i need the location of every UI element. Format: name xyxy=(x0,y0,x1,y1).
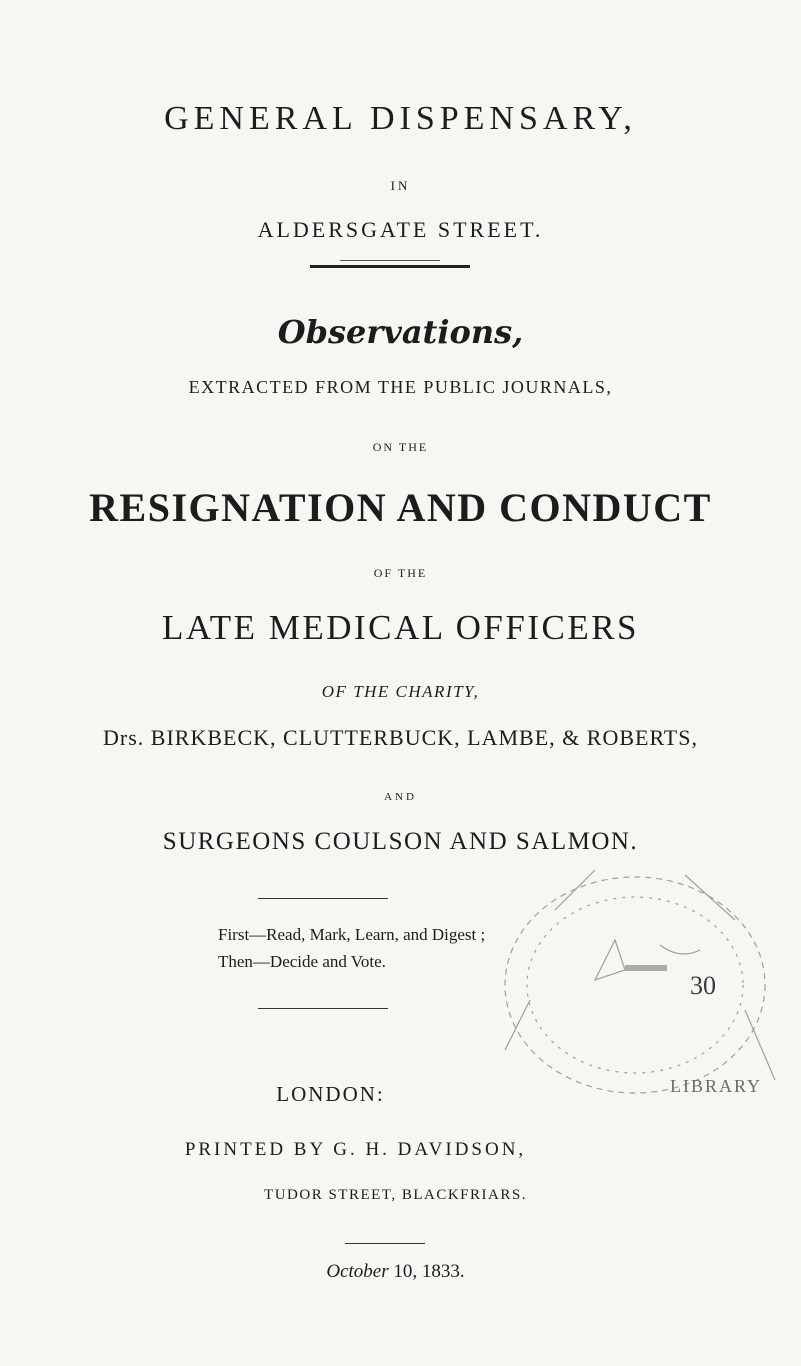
ornamental-rule xyxy=(310,265,470,268)
imprint-address: TUDOR STREET, BLACKFRIARS. xyxy=(264,1187,527,1203)
title-line-2: IN xyxy=(390,178,411,193)
motto-rule-top xyxy=(258,898,388,899)
subtitle-line-4: OF THE xyxy=(373,566,428,580)
date-month: October xyxy=(326,1261,389,1282)
subtitle-line-6: OF THE CHARITY, xyxy=(321,682,480,701)
imprint-city: LONDON: xyxy=(276,1082,385,1106)
library-stamp-icon xyxy=(445,850,785,1120)
motto-line-2: Then—Decide and Vote. xyxy=(218,952,386,971)
date-rest: 10, 1833. xyxy=(393,1261,465,1282)
motto-rule-bottom xyxy=(258,1008,388,1009)
and-line: AND xyxy=(384,791,417,803)
ornamental-rule-thin xyxy=(340,260,440,261)
subtitle-line-1: EXTRACTED FROM THE PUBLIC JOURNALS, xyxy=(188,377,613,397)
title-line-3: ALDERSGATE STREET. xyxy=(257,217,544,242)
imprint-date xyxy=(0,1261,796,1283)
heading: Observations, xyxy=(277,313,524,351)
surgeons-line: SURGEONS COULSON AND SALMON. xyxy=(162,828,639,855)
stamp-number: 30 xyxy=(690,971,716,1000)
imprint-printer: PRINTED BY G. H. DAVIDSON, xyxy=(184,1139,527,1160)
subtitle-line-5: LATE MEDICAL OFFICERS xyxy=(161,608,640,647)
subtitle-line-2: ON THE xyxy=(372,440,429,454)
title-line-1: GENERAL DISPENSARY, xyxy=(164,100,637,137)
stamp-text: LIBRARY xyxy=(670,1076,763,1096)
subtitle-line-3: RESIGNATION AND CONDUCT xyxy=(89,485,712,530)
imprint-rule xyxy=(345,1243,425,1244)
names-line: Drs. BIRKBECK, CLUTTERBUCK, LAMBE, & ROBERTS, xyxy=(103,725,698,750)
motto-line-1: First—Read, Mark, Learn, and Digest ; xyxy=(218,925,486,944)
